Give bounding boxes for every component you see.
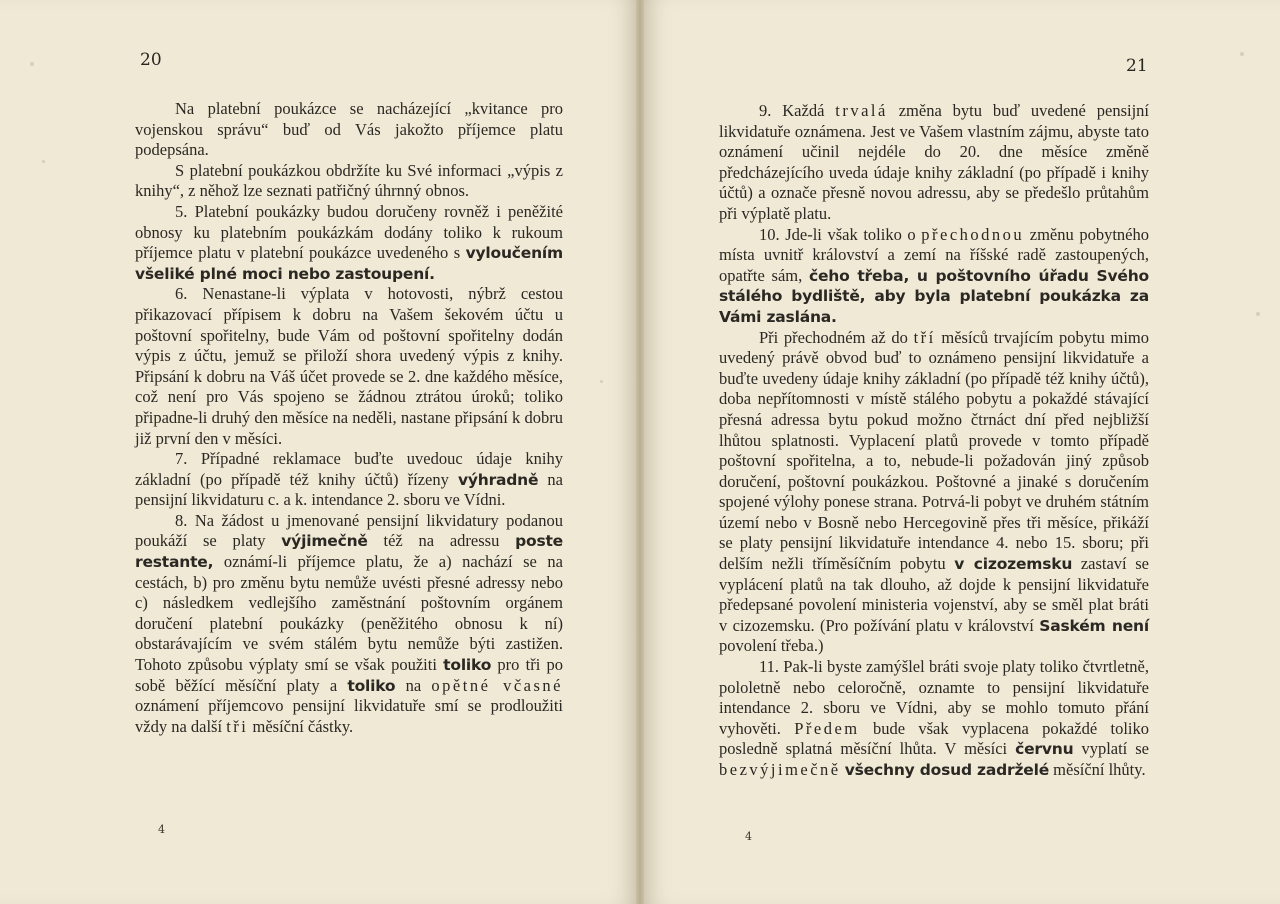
p11-s1: Předem: [794, 718, 860, 738]
p10b-b2: Saském není: [1039, 616, 1149, 635]
page-number-right: 21: [1126, 56, 1148, 76]
p10b-t4: povolení třeba.): [719, 636, 824, 656]
p10b-b1: v cizozemsku: [954, 555, 1073, 574]
p10b-s1: tří: [913, 327, 936, 347]
p8-t7: měsíční částky.: [248, 716, 354, 736]
p10b-t1: Při přechodném až do: [759, 327, 914, 347]
p8-t4: pro tři po sobě běžící měsíční platy a: [135, 655, 563, 695]
p11-t1: 11. Pak-li byste zamýšlel bráti svoje platy toliko čtvrtletně, pololetně nebo celoročně, oznamte to pensijní likvidatuře intendance 2. sboru ve Vídni, aby se mohlo tomuto přání vyhověti.: [719, 657, 1149, 738]
signature-mark-right: 4: [745, 830, 752, 843]
p8-t6: oznámení příjemcovo pensijní likvidatuře smí se prodloužiti vždy na další: [135, 696, 563, 736]
page-number-left: 20: [140, 50, 162, 70]
p8-b1: výjimečně: [281, 532, 368, 551]
p7-text-b: na pensijní likvidaturu c. a k. intendance 2. sboru ve Vídni.: [135, 469, 563, 510]
p8-t3: oznámí-li příjemce platu, že a) nachází se na cestách, b) pro změnu bytu nemůže uvésti přesné adressy nebo c) následkem vedlejšího zaměstnání poštovním orgánem doručení platební poukázky (peněžitého obnosu k ní) obstarávajícím ve svém stálém bytu nemůže býti zastižen. Tohoto způsobu výplaty smí se však použiti: [135, 552, 563, 675]
stain: [42, 160, 45, 163]
p8-b2: poste restante,: [135, 532, 563, 572]
p11-b1: červnu: [1015, 740, 1074, 759]
p10-b1: čeho třeba, u poštovního úřadu Svého stálého bydliště, aby byla platební poukázka za Vámi zaslána.: [719, 266, 1150, 326]
p11-t3: vyplatí se: [1073, 739, 1149, 759]
p11-s2: bezvýjimečně: [719, 760, 841, 779]
p8-b4: toliko: [347, 676, 396, 695]
p10b-t3: zastaví se vyplácení platů na tak dlouho, až dojde k pensijní likvidatuře předepsané povolení ministeria vojenství, aby se směl plat bráti v cizozemsku. (Pro požívání platu v království: [719, 554, 1150, 635]
p10-t1: 10. Jde-li však toliko o: [759, 224, 922, 244]
p11-t5: měsíční lhůty.: [1049, 760, 1146, 779]
p10-s1: přechodnou: [921, 224, 1025, 244]
p9-s1: trvalá: [835, 101, 888, 120]
paragraph-8: [135, 511, 563, 738]
stain: [1256, 312, 1260, 316]
p7-text-a: 7. Případné reklamace buďte uvedouc údaje knihy základní (po případě též knihy účtů) řízeny: [135, 449, 563, 489]
paragraph-kvitance: Na platební poukázce se nacházející „kvitance pro vojenskou správu“ buď od Vás jakožto příjemce platu podepsána.: [135, 99, 563, 160]
book-gutter: [636, 0, 644, 904]
paragraph-9: [719, 101, 1149, 225]
paragraph-10: [719, 225, 1149, 328]
p5-text: 5. Platební poukázky budou doručeny rovněž i peněžité obnosy ku platebním poukázkám dodány toliko k rukoum příjemce platu v platební poukázce uvedeného s: [135, 201, 563, 263]
p10-t2: změnu pobytného místa uvnitř království a zemí na říšské radě zastoupených, opatřte sám,: [719, 224, 1150, 285]
p8-s2: tři: [226, 716, 249, 736]
p7-bold: výhradně: [457, 470, 539, 489]
paragraph-5: [135, 202, 563, 284]
p8-b3: toliko: [443, 656, 492, 675]
paragraph-10b: [719, 328, 1149, 658]
right-page-text: [719, 101, 1149, 781]
p5-bold: vyloučením všeliké plné moci nebo zastoupení.: [135, 244, 563, 283]
p9-t1: 9. Každá: [759, 101, 836, 120]
p8-t5: na: [395, 675, 432, 695]
p8-t2: též na adressu: [367, 531, 516, 551]
paragraph-6: 6. Nenastane-li výplata v hotovosti, nýbrž cestou přikazovací přípisem k dobru na Vašem šekovém účtu u poštovní spořitelny, bude Vám od poštovní spořitelny dodán výpis z účtu, jemuž se přiloží shora uvedený výpis z knihy. Připsání k dobru na Váš účet provede se 2. dne každého měsíce, což není pro Vás spojeno se žádnou ztrátou úroků; toliko připadne-li druhý den měsíce na neděli, nastane připsání k dobru již první den v měsíci.: [135, 284, 563, 448]
signature-mark-left: 4: [158, 823, 165, 836]
p10b-t2: měsíců trvajícím pobytu mimo uvedený právě obvod buď to oznámeno pensijní likvidatuře a buďte uvedeny údaje knihy základní (po případě též knihy účtů), doba nepřítomnosti v místě stálého pobytu a pokaždé stávající přesná adressa bytu pokud možno čtrnáct dní před nejbližší lhůtou splatnosti. Vyplacení platů provede v tomto případě poštovní spořitelna, a to, nebude-li požadován jiný způsob doručení, poštovní poukázkou. Poštovné a jinaké s doručením spojené výlohy ponese strana. Potrvá-li pobyt ve druhém státním území nebo v Bosně nebo Hercegovině přes tři měsíce, přikáží se platy pensijní likvidatuře intendance 4. nebo 15. sboru; při delším nežli tříměsíčním pobytu: [719, 327, 1150, 574]
stain: [1240, 52, 1244, 56]
paragraph-vypis: S platební poukázkou obdržíte ku Své informaci „výpis z knihy“, z něhož lze seznati patřičný úhrnný obnos.: [135, 160, 563, 201]
p9-t2: změna bytu buď uvedené pensijní likvidatuře oznámena. Jest ve Vašem vlastním zájmu, abyste tato oznámení učinil nejdéle do 20. dne měsíce změně předcházejícího uveda údaje knihy základní (po případě i knihy účtů) a označe přesně novou adressu, aby se předešlo průtahům při výplatě platu.: [719, 101, 1150, 223]
stain: [30, 62, 34, 66]
stain: [600, 380, 603, 383]
paragraph-7: [135, 449, 563, 511]
paragraph-11: [719, 657, 1149, 781]
left-page-text: [135, 99, 563, 737]
p11-b2: všechny dosud zadrželé: [844, 761, 1050, 779]
p8-t1: 8. Na žádost u jmenované pensijní likvidatury podanou poukáží se platy: [135, 510, 563, 551]
p8-s1: opětné včasné: [431, 675, 563, 695]
p11-t2: bude však vyplacena pokaždé toliko posledně splatná měsíční lhůta. V měsíci: [719, 718, 1150, 759]
